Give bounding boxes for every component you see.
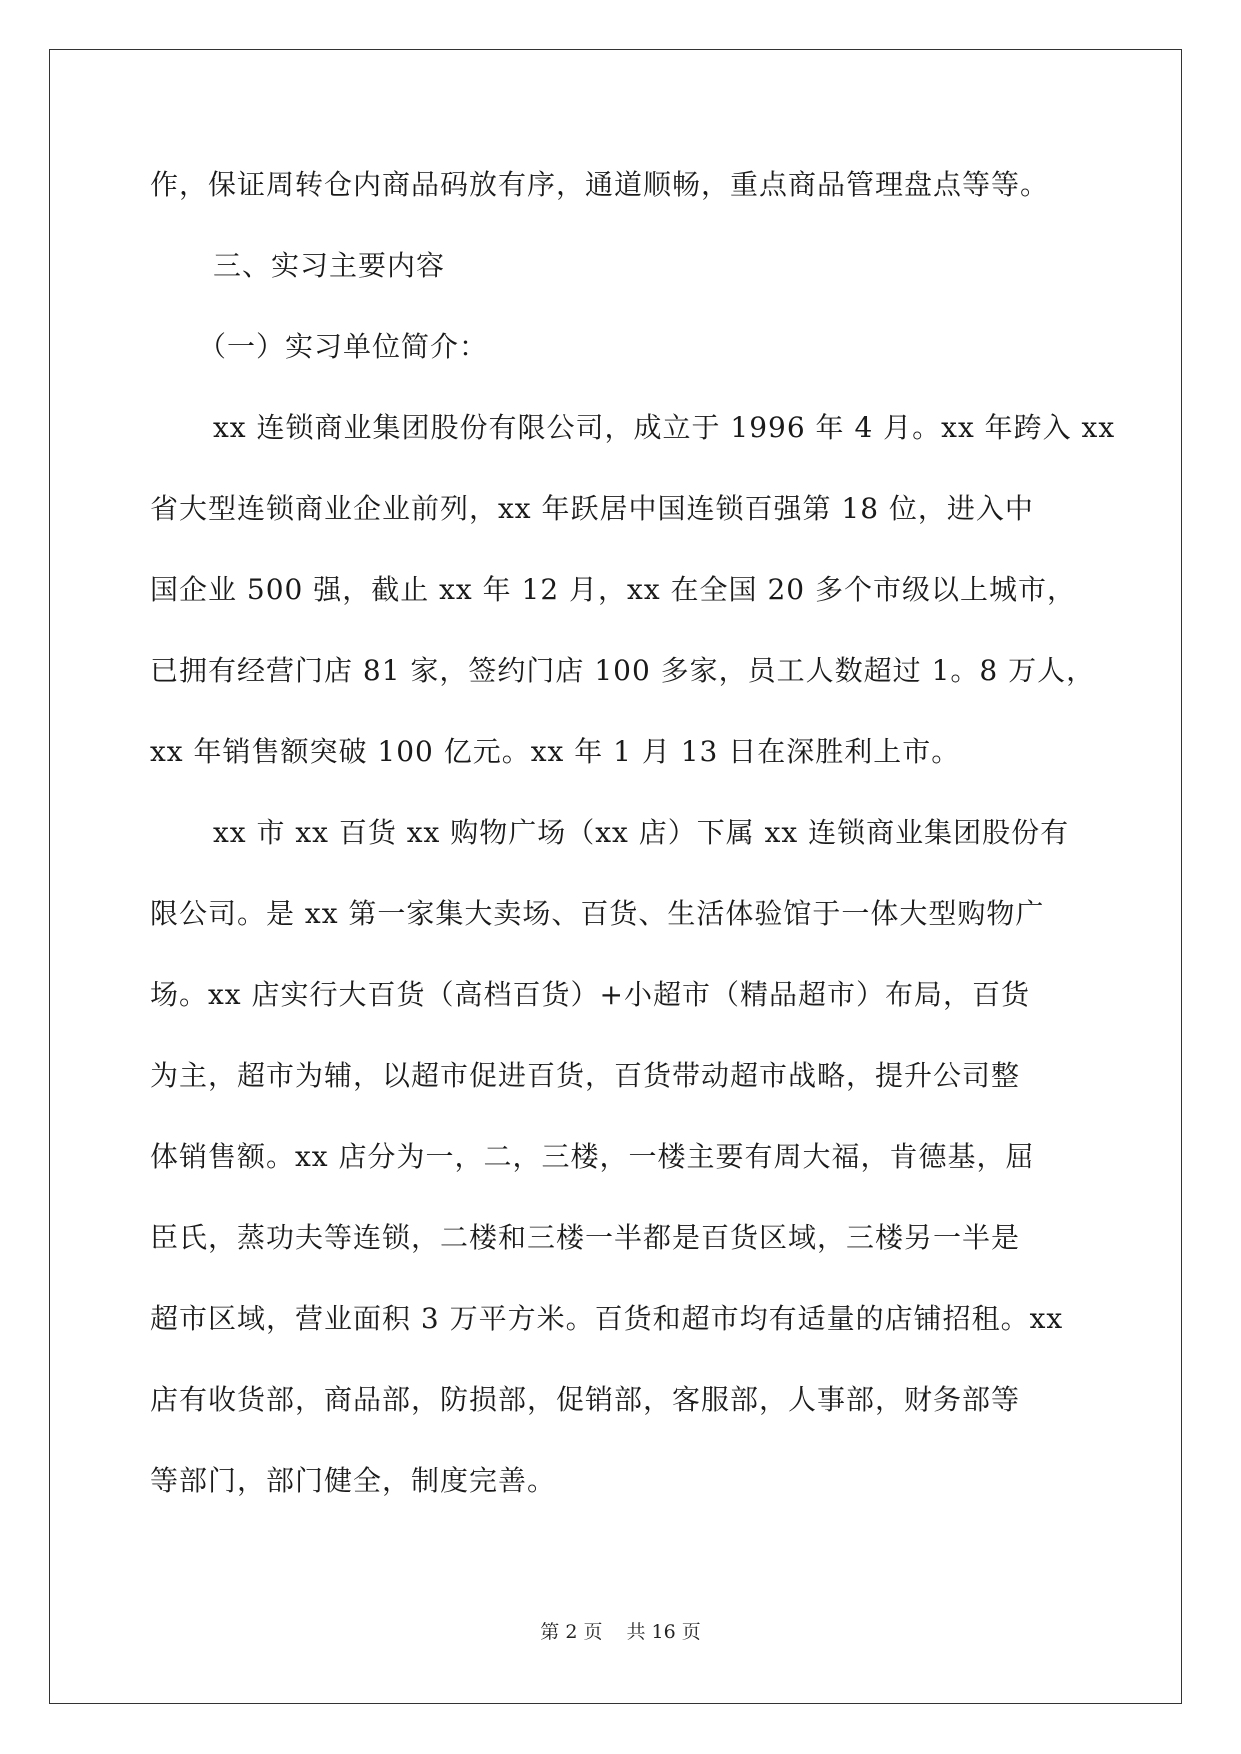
paragraph-line: 体销售额。xx 店分为一，二，三楼，一楼主要有周大福，肯德基，屈 <box>150 1140 1035 1173</box>
paragraph-line: 臣氏，蒸功夫等连锁，二楼和三楼一半都是百货区域，三楼另一半是 <box>150 1221 1021 1254</box>
paragraph-line: xx 年销售额突破 100 亿元。xx 年 1 月 13 日在深胜利上市。 <box>150 735 961 768</box>
paragraph-line: 省大型连锁商业企业前列，xx 年跃居中国连锁百强第 18 位，进入中 <box>150 492 1034 525</box>
paragraph-line: 限公司。是 xx 第一家集大卖场、百货、生活体验馆于一体大型购物广 <box>150 897 1045 930</box>
paragraph-line: 作，保证周转仓内商品码放有序，通道顺畅，重点商品管理盘点等等。 <box>150 168 1050 201</box>
document-body <box>150 160 1116 1537</box>
paragraph-line: 场。xx 店实行大百货（高档百货）+小超市（精品超市）布局，百货 <box>150 978 1030 1011</box>
subsection-heading: （一）实习单位简介： <box>198 330 489 363</box>
page-footer <box>0 1617 1241 1644</box>
paragraph-line: 国企业 500 强，截止 xx 年 12 月，xx 在全国 20 多个市级以上城市， <box>150 573 1076 606</box>
paragraph-line: 为主，超市为辅，以超市促进百货，百货带动超市战略，提升公司整 <box>150 1059 1021 1092</box>
page-number: 第 2 页 <box>540 1621 603 1643</box>
paragraph-line: xx 连锁商业集团股份有限公司，成立于 1996 年 4 月。xx 年跨入 xx <box>213 411 1116 444</box>
paragraph-line: 已拥有经营门店 81 家，签约门店 100 多家，员工人数超过 1。8 万人， <box>150 654 1096 687</box>
page-total: 共 16 页 <box>626 1621 701 1643</box>
paragraph-line: xx 市 xx 百货 xx 购物广场（xx 店）下属 xx 连锁商业集团股份有 <box>213 816 1070 849</box>
paragraph-line: 超市区域，营业面积 3 万平方米。百货和超市均有适量的店铺招租。xx <box>150 1302 1064 1335</box>
paragraph-line: 等部门，部门健全，制度完善。 <box>150 1464 557 1497</box>
section-heading: 三、实习主要内容 <box>213 249 446 282</box>
paragraph-line: 店有收货部，商品部，防损部，促销部，客服部，人事部，财务部等 <box>150 1383 1021 1416</box>
